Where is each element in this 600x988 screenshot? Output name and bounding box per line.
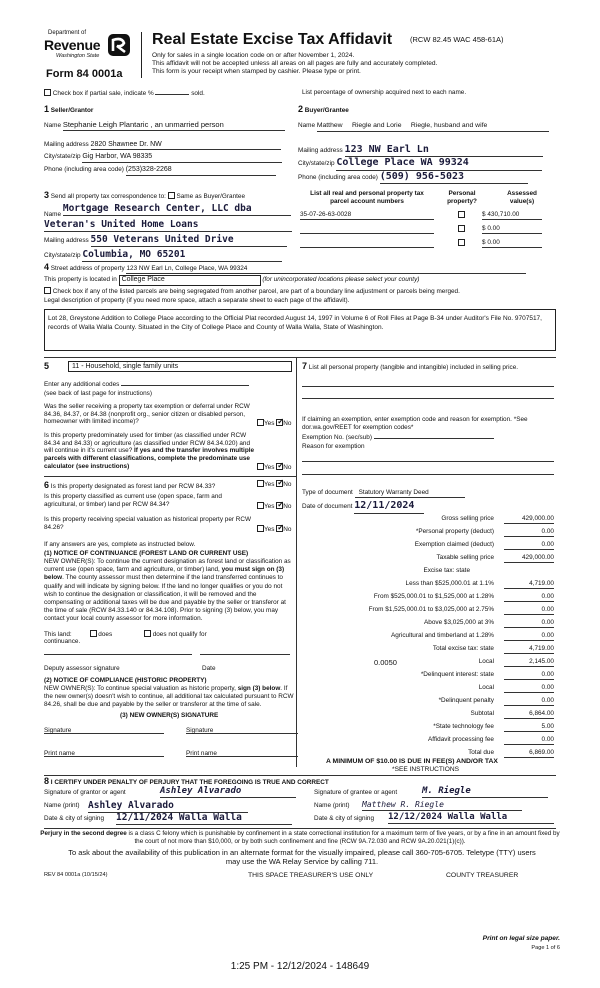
subtitle-3: This form is your receipt when stamped by cashier. Please type or print. bbox=[152, 68, 361, 75]
sec5-q2: Is this property predominately used for timber (as classified under RCW 84.34 and 84.33) or agriculture (as classified under RCW 84.34.020) and will continue in it's current use? If yes and the transfer involves multiple parcels with different classifications, complete the predominate use calculator (see instructions) bbox=[44, 432, 255, 470]
personal-property-checkbox[interactable] bbox=[458, 239, 465, 246]
notice3-title: (3) NEW OWNER(S) SIGNATURE bbox=[120, 712, 219, 719]
seller-heading: Seller/Grantor bbox=[50, 107, 94, 114]
grantor-block bbox=[44, 786, 296, 828]
corr-mailing-field[interactable]: 550 Veterans United Drive bbox=[91, 234, 287, 247]
exemption-text: If claiming an exemption, enter exemption code and reason for exemption. *See dor.wa.gov/REET for exemption codes* bbox=[302, 416, 528, 432]
segregated-label: Check box if any of the listed parcels are being segregated from another parcel, are part of a boundary line adjustment or parcels being merged. bbox=[52, 287, 460, 295]
sec6-q3: Is this property receiving special valuation as historical property per RCW 84.26? bbox=[44, 516, 252, 531]
form-citation: (RCW 82.45 WAC 458-61A) bbox=[410, 35, 504, 44]
if-any-yes: If any answers are yes, complete as instructed below. bbox=[44, 541, 196, 548]
personal-property-line-2[interactable] bbox=[302, 398, 554, 399]
tax-row: Subtotal 6,864.00 bbox=[470, 710, 554, 717]
parcels-col3: Assessed value(s) bbox=[507, 190, 537, 205]
this-land-row bbox=[44, 630, 294, 639]
buyer-heading: Buyer/Grantee bbox=[304, 107, 349, 114]
partial-sale-checkbox[interactable] bbox=[44, 89, 51, 96]
print-label-2: Print name bbox=[186, 750, 217, 757]
additional-codes-label: Enter any additional codes bbox=[44, 381, 249, 389]
corr-heading: Send all property tax correspondence to: bbox=[50, 193, 166, 200]
sec7-heading: 7 List all personal property (tangible and intangible) included in selling price. bbox=[302, 361, 519, 371]
form-title: Real Estate Excise Tax Affidavit bbox=[152, 31, 393, 48]
sec6-q1-answer bbox=[257, 480, 291, 489]
seller-city-field[interactable]: Gig Harbor, WA 98335 bbox=[82, 153, 282, 163]
subtitle-1: Only for sales in a single location code on or after November 1, 2024. bbox=[152, 52, 355, 59]
tax-row: Agricultural and timberland at 1.28% 0.00 bbox=[390, 632, 554, 639]
sec6-q3-answer bbox=[257, 525, 291, 534]
reason-line-1[interactable] bbox=[302, 461, 554, 462]
forest-no-checkbox[interactable] bbox=[276, 480, 283, 487]
forest-no-label: No bbox=[283, 481, 292, 488]
sec6-q2-answer bbox=[257, 502, 291, 511]
grantee-name-field[interactable]: Matthew R. Riegle bbox=[362, 800, 522, 811]
deputy-label: Deputy assessor signature bbox=[44, 665, 120, 672]
corr-city-label: City/state/zip bbox=[44, 251, 81, 259]
deputy-signature-line[interactable] bbox=[44, 654, 192, 655]
grantor-date-field[interactable]: 12/11/2024 Walla Walla bbox=[116, 812, 292, 825]
sec8-certify: 8 I CERTIFY UNDER PENALTY OF PERJURY THAT THE FOREGOING IS TRUE AND CORRECT bbox=[44, 776, 329, 786]
buyer-city-field[interactable]: College Place WA 99324 bbox=[336, 157, 542, 171]
tax-table bbox=[302, 512, 556, 764]
additional-codes-field[interactable] bbox=[121, 385, 249, 386]
historic-yes-checkbox[interactable] bbox=[257, 525, 264, 532]
exemption-no-label: Exemption No. (sec/sub) bbox=[302, 434, 372, 441]
unincorporated-note: (for unincorporated locations please select your county) bbox=[262, 276, 420, 283]
legal-paper-note: Print on legal size paper. bbox=[482, 935, 560, 942]
tax-row: Excise tax: state bbox=[423, 567, 470, 574]
subtitle-2: This affidavit will not be accepted unless all areas on all pages are fully and accurately completed. bbox=[152, 60, 438, 67]
reason-row bbox=[302, 443, 365, 451]
personal-property-line-1[interactable] bbox=[302, 386, 554, 387]
tax-row: *State technology fee 5.00 bbox=[433, 723, 554, 730]
grantee-sig-label: Signature of grantee or agent bbox=[314, 789, 398, 796]
tax-row: Less than $525,000.01 at 1.1% 4,719.00 bbox=[405, 580, 554, 587]
historic-no-checkbox[interactable] bbox=[276, 525, 283, 532]
print-label-1: Print name bbox=[44, 750, 75, 757]
minimum-note: A MINIMUM OF $10.00 IS DUE IN FEE(S) AND/OR TAX bbox=[326, 758, 498, 765]
q1-no-checkbox[interactable] bbox=[276, 419, 283, 426]
tax-row: *Personal property (deduct) 0.00 bbox=[415, 528, 554, 535]
assessed-value[interactable]: $ 0.00 bbox=[482, 239, 542, 248]
parcel-row bbox=[300, 225, 556, 236]
q1-yes-checkbox[interactable] bbox=[257, 419, 264, 426]
q2-no-checkbox[interactable] bbox=[276, 463, 283, 470]
dor-logo bbox=[44, 30, 136, 72]
current-use-no-label: No bbox=[283, 503, 292, 510]
sec6-q1: 6 Is this property designated as forest land per RCW 84.33? bbox=[44, 480, 216, 490]
sec6-q2: Is this property classified as current use (open space, farm and agricultural, or timber) land per RCW 84.34? bbox=[44, 493, 222, 508]
tax-row: 0.0050 Local 2,145.00 bbox=[374, 658, 554, 667]
exemption-no-field[interactable] bbox=[374, 438, 494, 439]
grantor-signature[interactable]: Ashley Alvarado bbox=[160, 786, 296, 798]
doc-date-field[interactable]: 12/11/2024 bbox=[354, 500, 424, 514]
tax-row: Gross selling price 429,000.00 bbox=[441, 515, 554, 522]
same-as-label: Same as Buyer/Grantee bbox=[176, 193, 246, 200]
sig-label-1: Signature bbox=[44, 727, 72, 734]
location-select[interactable]: College Place bbox=[119, 275, 261, 286]
seller-name-field[interactable]: Stephanie Leigh Plantaric , an unmarried person bbox=[63, 120, 285, 130]
property-num: 4 bbox=[44, 262, 50, 272]
assessed-value[interactable]: $ 430,710.00 bbox=[482, 211, 542, 220]
legal-description[interactable]: Lot 28, Greystone Addition to College Place according to the Official Plat recorded August 14, 1997 in Volume 6 of Roll Files at Page B-34 under Auditor's File No. 9707517, records of Walla Walla County. Situated in the City of College Place and County of Walla Walla, State of Washington. bbox=[44, 309, 556, 351]
deputy-date-label: Date bbox=[202, 665, 216, 672]
does-label: does bbox=[98, 631, 113, 638]
does-not-label: does not qualify for bbox=[152, 631, 207, 638]
partial-sale-sold: sold. bbox=[191, 90, 205, 97]
current-use-yes-label: Yes bbox=[264, 503, 275, 510]
grantor-date-label: Date & city of signing bbox=[44, 815, 105, 822]
parcel-row bbox=[300, 239, 556, 250]
sec5-num: 5 bbox=[44, 361, 50, 371]
notice1-title: (1) NOTICE OF CONTINUANCE (FOREST LAND OR CURRENT USE) bbox=[44, 550, 249, 557]
partial-sale-label: Check box if partial sale, indicate % bbox=[52, 90, 154, 97]
tax-row: Local 0.00 bbox=[478, 684, 554, 691]
county-treasurer: COUNTY TREASURER bbox=[446, 872, 519, 879]
local-rate[interactable]: 0.0050 bbox=[374, 658, 397, 667]
parcels-col1: List all real and personal property tax parcel account numbers bbox=[310, 190, 424, 205]
seller-city-label: City/state/zip bbox=[44, 153, 81, 161]
ownership-note: List percentage of ownership acquired next to each name. bbox=[302, 89, 467, 96]
segregated-checkbox[interactable] bbox=[44, 287, 51, 294]
parcels-col2: Personal property? bbox=[447, 190, 477, 205]
q2-yes-checkbox[interactable] bbox=[257, 463, 264, 470]
buyer-phone-field[interactable]: (509) 956-5023 bbox=[380, 171, 528, 185]
located-label: This property is located in bbox=[44, 276, 117, 283]
dept-line3: Washington State bbox=[56, 53, 100, 59]
tax-row: Exemption claimed (deduct) 0.00 bbox=[414, 541, 554, 548]
form-number: Form 84 0001a bbox=[46, 68, 123, 80]
buyer-num: 2 bbox=[298, 104, 304, 114]
street-field[interactable]: 123 NW Earl Ln, College Place, WA 99324 bbox=[126, 265, 526, 274]
corr-name-label: Name bbox=[44, 211, 62, 219]
perjury-notice: Perjury in the second degree is a class C felony which is punishable by confinement in a state correctional institution for a maximum term of five years, or by a fine in an amount fixed by the court of not more than $10,000, or by both such confinement and fine (RCW 9A.72.030 and RCW 9A.20.021(1)(c)). bbox=[40, 830, 560, 846]
buyer-mailing-label: Mailing address bbox=[298, 146, 343, 154]
page-number: Page 1 of 6 bbox=[531, 945, 560, 951]
seller-mailing-field[interactable]: 2820 Shawnee Dr. NW bbox=[91, 141, 281, 151]
seller-mailing-label: Mailing address bbox=[44, 140, 89, 148]
tax-row: Taxable selling price 429,000.00 bbox=[436, 554, 554, 561]
grantee-date-field[interactable]: 12/12/2024 Walla Walla bbox=[388, 812, 554, 824]
tax-row: From $1,525,000.01 to $3,025,000 at 2.75% 0.00 bbox=[368, 606, 554, 613]
reason-line-2[interactable] bbox=[302, 474, 554, 475]
corr-mailing-label: Mailing address bbox=[44, 237, 89, 244]
tax-row: Affidavit processing fee 0.00 bbox=[428, 736, 554, 743]
legal-label: Legal description of property (if you need more space, attach a separate sheet to each page of the affidavit). bbox=[44, 296, 350, 304]
doc-type-field[interactable]: Statutory Warranty Deed bbox=[355, 489, 465, 498]
doc-type-label: Type of document bbox=[302, 489, 353, 496]
personal-property-checkbox[interactable] bbox=[458, 211, 465, 218]
forest-yes-label: Yes bbox=[264, 481, 275, 488]
assessed-value[interactable]: $ 0.00 bbox=[482, 225, 542, 234]
treasurer-only: THIS SPACE TREASURER'S USE ONLY bbox=[248, 872, 374, 879]
land-use-code-select[interactable]: 11 - Household, single family units bbox=[68, 361, 292, 372]
q2-no-label: No bbox=[283, 464, 292, 471]
buyer-section bbox=[298, 104, 554, 184]
grantor-name-label: Name (print) bbox=[44, 802, 80, 809]
same-as-buyer-checkbox[interactable] bbox=[168, 192, 175, 199]
tax-row: Total excise tax: state 4,719.00 bbox=[432, 645, 554, 652]
corr-name-field[interactable]: Mortgage Research Center, LLC dba bbox=[63, 203, 291, 216]
sec5-q1-answer bbox=[257, 419, 291, 428]
tax-row: Above $3,025,000 at 3% 0.00 bbox=[424, 619, 554, 626]
notice2-body: NEW OWNER(S): To continue special valuation as historic property, sign (3) below. If the new owner(s) doesn't wish to continue, all additional tax calculated pursuant to RCW 84.26, shall be due and payable by the seller or transferor at the time of sale. bbox=[44, 685, 294, 709]
seller-section bbox=[44, 104, 290, 176]
tax-row: Total due 6,869.00 bbox=[468, 749, 554, 756]
continuance: continuance. bbox=[44, 638, 81, 645]
parcel-row bbox=[300, 211, 556, 222]
see-back: (see back of last page for instructions) bbox=[44, 390, 152, 397]
tax-row: *Delinquent penalty 0.00 bbox=[438, 697, 554, 704]
grantee-signature[interactable]: M. Riegle bbox=[422, 786, 548, 798]
grantee-name-label: Name (print) bbox=[314, 802, 350, 809]
buyer-mailing-field[interactable]: 123 NW Earl Ln bbox=[345, 144, 543, 158]
correspondence-section bbox=[44, 190, 294, 262]
rev-number: REV 84 0001a (10/15/24) bbox=[44, 872, 108, 878]
grantor-name-field[interactable]: Ashley Alvarado bbox=[88, 800, 248, 813]
corr-name-field-2[interactable]: Veteran's United Home Loans bbox=[44, 219, 292, 232]
seller-phone-field[interactable]: (253)328-2268 bbox=[126, 166, 276, 176]
dept-line1: Department of bbox=[48, 30, 87, 36]
current-use-yes-checkbox[interactable] bbox=[257, 502, 264, 509]
buyer-phone-label: Phone (including area code) bbox=[298, 173, 378, 181]
personal-property-checkbox[interactable] bbox=[458, 225, 465, 232]
doc-type-row bbox=[302, 489, 465, 498]
reason-label: Reason for exemption bbox=[302, 443, 365, 450]
revenue-logo-icon bbox=[106, 32, 132, 58]
buyer-name-label: Name bbox=[298, 122, 316, 130]
seller-phone-label: Phone (including area code) bbox=[44, 166, 124, 174]
q2-yes-label: Yes bbox=[264, 464, 275, 471]
parcel-number[interactable]: 35-07-26-63-0028 bbox=[300, 211, 434, 220]
does-not-checkbox[interactable] bbox=[144, 630, 151, 637]
forest-yes-checkbox[interactable] bbox=[257, 480, 264, 487]
buyer-name-field[interactable]: Matthew Riegle and Lorie Riegle, husband and wife bbox=[317, 122, 549, 131]
corr-num: 3 bbox=[44, 190, 50, 200]
tax-row: From $525,000.01 to $1,525,000 at 1.28% 0.00 bbox=[373, 593, 554, 600]
property-section bbox=[44, 262, 556, 305]
q1-yes-label: Yes bbox=[264, 420, 275, 427]
sig-label-2: Signature bbox=[186, 727, 214, 734]
dept-line2: Revenue bbox=[44, 37, 101, 53]
alt-format-notice: To ask about the availability of this publication in an alternate format for the visually impaired, please call 360-705-6705. Teletype (TTY) users may use the WA Relay Service by calling 711. bbox=[68, 848, 536, 866]
see-instructions: *SEE INSTRUCTIONS bbox=[392, 766, 460, 773]
grantee-date-label: Date & city of signing bbox=[314, 815, 375, 822]
doc-date-label: Date of document bbox=[302, 503, 353, 510]
street-label: Street address of property bbox=[50, 265, 125, 272]
q1-no-label: No bbox=[283, 420, 292, 427]
historic-no-label: No bbox=[283, 526, 292, 533]
partial-sale-row bbox=[44, 89, 205, 98]
historic-yes-label: Yes bbox=[264, 526, 275, 533]
buyer-city-label: City/state/zip bbox=[298, 160, 335, 168]
exemption-no-row bbox=[302, 434, 494, 442]
deputy-date-line[interactable] bbox=[200, 654, 290, 655]
does-checkbox[interactable] bbox=[90, 630, 97, 637]
seller-name-label: Name bbox=[44, 122, 62, 130]
sec5-q2-answer bbox=[257, 463, 291, 472]
tax-row: *Delinquent interest: state 0.00 bbox=[420, 671, 554, 678]
seller-num: 1 bbox=[44, 104, 50, 114]
notice1-body: NEW OWNER(S): To continue the current designation as forest land or classification as current use (open space, farm and agriculture, or timber) land, you must sign on (3) below. The county assessor must then determine if the land transferred continues to qualify and will indicate by signing below. If the land no longer qualifies or you do not wish to continue the designation or classification, it will be removed and the compensating or additional taxes will be due and payable by the seller or transferor at the time of sale (RCW 84.33.140 or 84.34.108). Prior to signing (3) below, you may contact your local county assessor for more information. bbox=[44, 558, 291, 623]
sec5-q1: Was the seller receiving a property tax exemption or deferral under RCW 84.36, 84.37, or 84.38 (nonprofit org., senior citizen or disabled person, homeowner with limited income)? bbox=[44, 403, 250, 426]
corr-city-field[interactable]: Columbia, MO 65201 bbox=[82, 249, 282, 262]
grantee-block bbox=[314, 786, 556, 828]
grantor-sig-label: Signature of grantor or agent bbox=[44, 789, 126, 796]
current-use-no-checkbox[interactable] bbox=[276, 502, 283, 509]
notice2-title: (2) NOTICE OF COMPLIANCE (HISTORIC PROPERTY) bbox=[44, 677, 207, 684]
recording-stamp: 1:25 PM - 12/12/2024 - 148649 bbox=[230, 961, 370, 972]
parcel-number[interactable] bbox=[300, 225, 434, 234]
parcel-number[interactable] bbox=[300, 239, 434, 248]
this-land-label: This land: bbox=[44, 631, 72, 638]
